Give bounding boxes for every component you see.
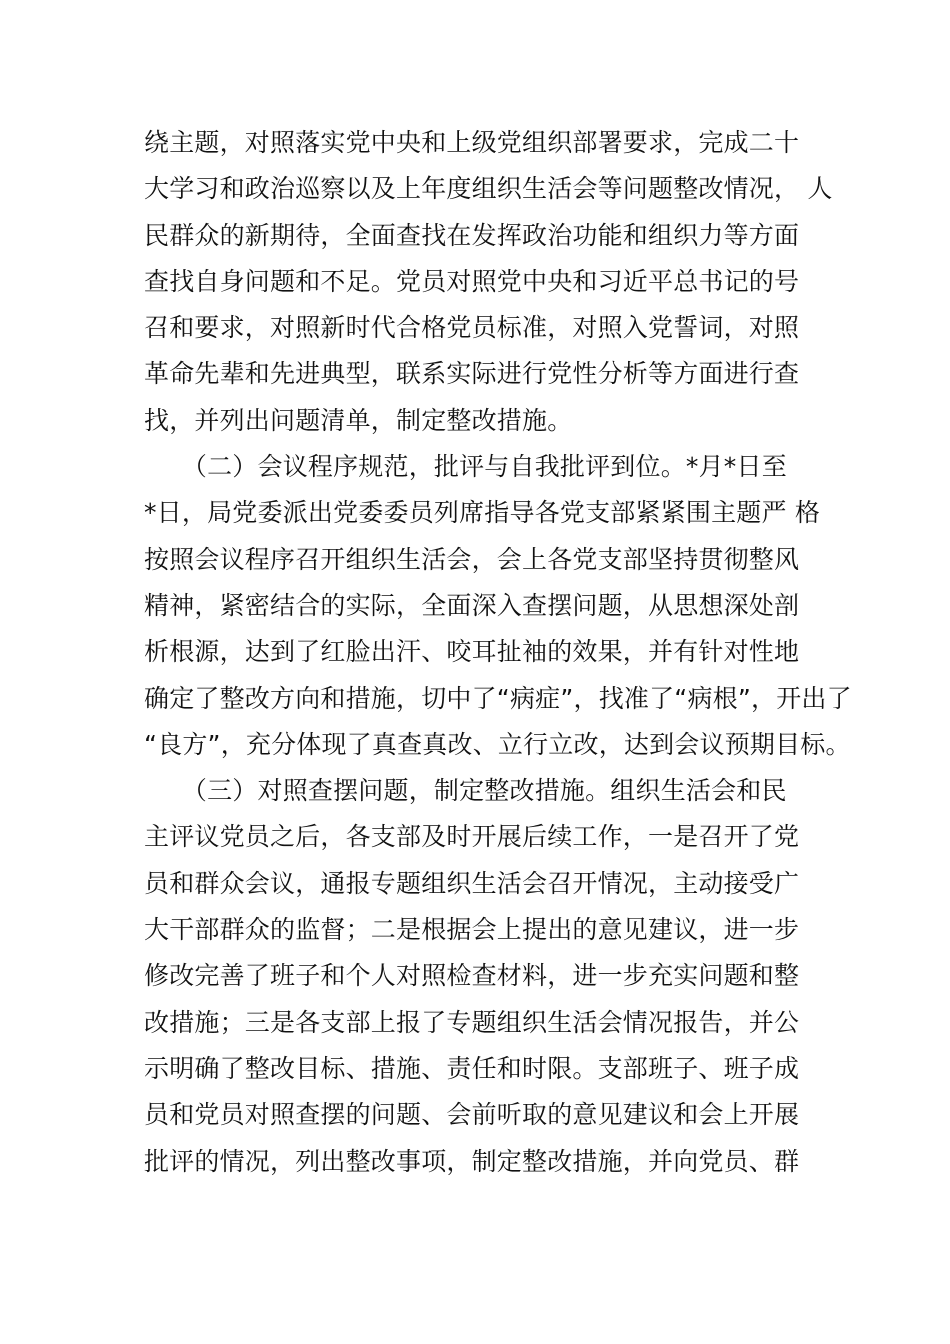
text-line: 找，并列出问题清单，制定整改措施。 xyxy=(144,405,573,435)
text-line: 改措施；三是各支部上报了专题组织生活会情况报告，并公 xyxy=(144,1007,800,1037)
text-line: 确定了整改方向和措施，切中了“病症”，找准了“病根”，开出了 xyxy=(144,683,852,713)
text-line: 查找自身问题和不足。党员对照党中央和习近平总书记的号 xyxy=(144,266,800,296)
text-line: 民群众的新期待，全面查找在发挥政治功能和组织力等方面 xyxy=(144,220,800,250)
section-heading-line: （二）会议程序规范，批评与自我批评到位。*月*日至 xyxy=(144,452,787,482)
text-line: *日，局党委派出党委委员列席指导各党支部紧紧围主题严 格 xyxy=(144,498,821,528)
text-line: 精神，紧密结合的实际，全面深入查摆问题，从思想深处剖 xyxy=(144,590,800,620)
section-heading-line: （三）对照查摆问题，制定整改措施。组织生活会和民 xyxy=(144,776,787,806)
body-text xyxy=(144,120,852,1185)
text-line: 大干部群众的监督；二是根据会上提出的意见建议，进一步 xyxy=(144,915,800,945)
text-line: 按照会议程序召开组织生活会，会上各党支部坚持贯彻整风 xyxy=(144,544,800,574)
text-line: 绕主题，对照落实党中央和上级党组织部署要求，完成二十 xyxy=(144,128,800,157)
text-line: 示明确了整改目标、措施、责任和时限。支部班子、班子成 xyxy=(144,1053,800,1083)
text-line: 主评议党员之后，各支部及时开展后续工作，一是召开了党 xyxy=(144,822,800,852)
text-line: 革命先辈和先进典型，联系实际进行党性分析等方面进行查 xyxy=(144,359,800,389)
text-line: 员和党员对照查摆的问题、会前听取的意见建议和会上开展 xyxy=(144,1100,800,1130)
text-line: 批评的情况，列出整改事项，制定整改措施，并向党员、群 xyxy=(144,1146,800,1176)
text-line: 修改完善了班子和个人对照检查材料，进一步充实问题和整 xyxy=(144,961,800,991)
text-line: 大学习和政治巡察以及上年度组织生活会等问题整改情况， 人 xyxy=(144,174,833,204)
text-line: 召和要求，对照新时代合格党员标准，对照入党誓词，对照 xyxy=(144,313,800,343)
text-line: 员和群众会议，通报专题组织生活会召开情况，主动接受广 xyxy=(144,868,800,898)
text-line: “良方”，充分体现了真查真改、立行立改，达到会议预期目标。 xyxy=(144,729,851,759)
text-line: 析根源，达到了红脸出汗、咬耳扯袖的效果，并有针对性地 xyxy=(144,637,800,667)
